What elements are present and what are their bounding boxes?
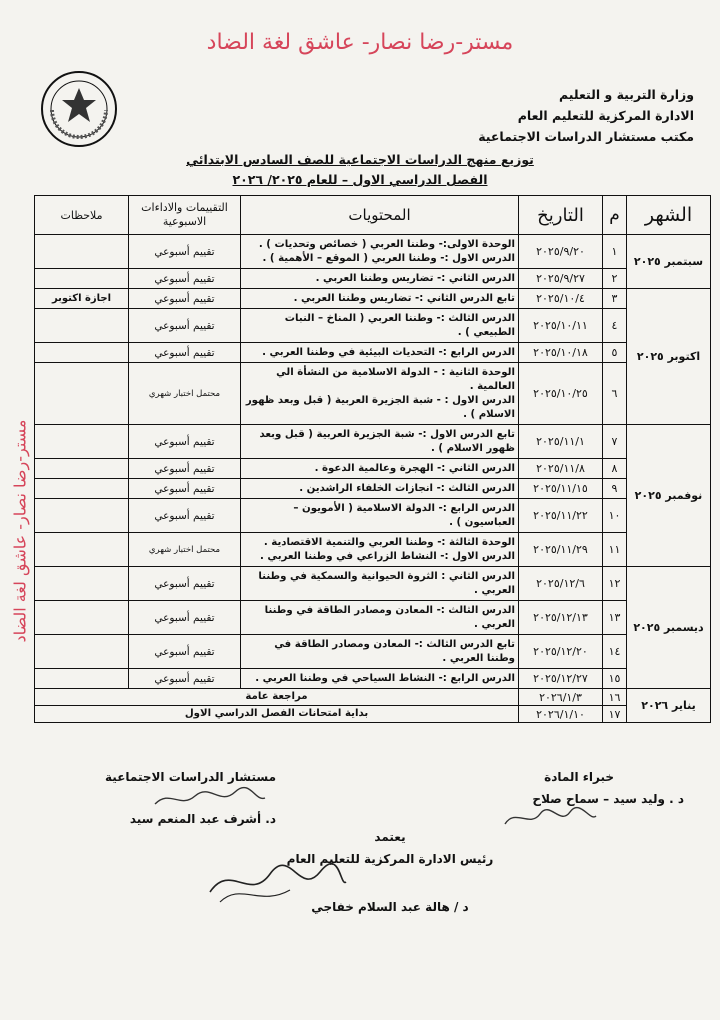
lesson-content: الدرس الرابع :- التحديات البيئية في وطننا العربي . bbox=[241, 343, 519, 363]
table-row bbox=[35, 309, 711, 343]
lesson-date: ٢٠٢٥/٩/٢٠ bbox=[519, 235, 603, 269]
lesson-number: ٩ bbox=[603, 479, 627, 499]
weekly-evaluation: تقييم أسبوعي bbox=[129, 669, 241, 689]
lesson-date: ٢٠٢٥/٩/٢٧ bbox=[519, 269, 603, 289]
lesson-date: ٢٠٢٥/١٠/١١ bbox=[519, 309, 603, 343]
table-row bbox=[35, 425, 711, 459]
weekly-evaluation: تقييم أسبوعي bbox=[129, 459, 241, 479]
lesson-number: ٨ bbox=[603, 459, 627, 479]
lesson-date: ٢٠٢٥/١١/٢٩ bbox=[519, 533, 603, 567]
lesson-date: ٢٠٢٥/١٠/١٨ bbox=[519, 343, 603, 363]
lesson-content: تابع الدرس الاول :- شبة الجزيرة العربية ( قبل وبعد ظهور الاسلام ) . bbox=[241, 425, 519, 459]
weekly-evaluation: محتمل اختبار شهري bbox=[129, 533, 241, 567]
watermark-side: مستر-رضا نصار- عاشق لغة الضاد bbox=[10, 419, 30, 643]
notes-cell bbox=[35, 309, 129, 343]
document-titles bbox=[180, 150, 540, 190]
lesson-date: ٢٠٢٥/١٢/٢٧ bbox=[519, 669, 603, 689]
ministry-line3: مكتب مستشار الدراسات الاجتماعية bbox=[478, 129, 694, 144]
notes-cell bbox=[35, 459, 129, 479]
table-row bbox=[35, 669, 711, 689]
lesson-number: ٧ bbox=[603, 425, 627, 459]
experts-title: خبراء المادة bbox=[544, 770, 614, 784]
notes-cell bbox=[35, 425, 129, 459]
experts-signature bbox=[500, 798, 600, 834]
ministry-logo bbox=[40, 70, 118, 148]
weekly-evaluation: تقييم أسبوعي bbox=[129, 289, 241, 309]
document-subtitle: الفصل الدراسي الاول – للعام ٢٠٢٥/ ٢٠٢٦ bbox=[232, 172, 488, 187]
ministry-header bbox=[414, 84, 694, 147]
table-row bbox=[35, 689, 711, 706]
experts-names: د . وليد سيد – سماح صلاح bbox=[532, 792, 684, 806]
lesson-content: الدرس الثاني :- تضاريس وطننا العربي . bbox=[241, 269, 519, 289]
head-title: رئيس الادارة المركزية للتعليم العام bbox=[286, 852, 494, 866]
lesson-number: ١١ bbox=[603, 533, 627, 567]
lesson-number: ١٤ bbox=[603, 635, 627, 669]
lesson-date: ٢٠٢٥/١٢/١٣ bbox=[519, 601, 603, 635]
lesson-content: مراجعة عامة bbox=[35, 689, 519, 706]
notes-cell bbox=[35, 479, 129, 499]
watermark-top: مستر-رضا نصار- عاشق لغة الضاد bbox=[206, 30, 514, 55]
lesson-content: الدرس الرابع :- الدولة الاسلامية ( الأمويون – العباسيون ) . bbox=[241, 499, 519, 533]
notes-cell: اجازة اكتوبر bbox=[35, 289, 129, 309]
table-row bbox=[35, 567, 711, 601]
lesson-date: ٢٠٢٥/١٢/٦ bbox=[519, 567, 603, 601]
month-cell: سبتمبر ٢٠٢٥ bbox=[627, 235, 711, 289]
table-row bbox=[35, 235, 711, 269]
lesson-date: ٢٠٢٦/١/١٠ bbox=[519, 706, 603, 723]
header-content: المحتويات bbox=[241, 196, 519, 235]
lesson-content: الدرس الثاني : الثروة الحيوانية والسمكية في وطننا العربي . bbox=[241, 567, 519, 601]
table-row bbox=[35, 499, 711, 533]
lesson-content: تابع الدرس الثالث :- المعادن ومصادر الطاقة في وطننا العربي . bbox=[241, 635, 519, 669]
month-cell: يناير ٢٠٢٦ bbox=[627, 689, 711, 723]
month-cell: نوفمبر ٢٠٢٥ bbox=[627, 425, 711, 567]
weekly-evaluation: تقييم أسبوعي bbox=[129, 567, 241, 601]
table-row bbox=[35, 343, 711, 363]
head-name: د / هالة عبد السلام خفاجي bbox=[311, 900, 469, 914]
notes-cell bbox=[35, 499, 129, 533]
lesson-content: بداية امتحانات الفصل الدراسي الاول bbox=[35, 706, 519, 723]
notes-cell bbox=[35, 635, 129, 669]
lesson-content: الدرس الثالث :- انجازات الخلفاء الراشدين . bbox=[241, 479, 519, 499]
lesson-content: الوحدة الثانية : - الدولة الاسلامية من النشأة الي العالمية . الدرس الاول : - شبة الجزيرة العربية ( قبل وبعد ظهور الاسلام ) . bbox=[241, 363, 519, 425]
lesson-number: ٢ bbox=[603, 269, 627, 289]
lesson-date: ٢٠٢٥/١٠/٤ bbox=[519, 289, 603, 309]
month-cell: اكتوبر ٢٠٢٥ bbox=[627, 289, 711, 425]
notes-cell bbox=[35, 669, 129, 689]
weekly-evaluation: تقييم أسبوعي bbox=[129, 269, 241, 289]
notes-cell bbox=[35, 235, 129, 269]
weekly-evaluation: تقييم أسبوعي bbox=[129, 601, 241, 635]
weekly-evaluation: تقييم أسبوعي bbox=[129, 635, 241, 669]
header-eval: التقييمات والاداءات الاسبوعية bbox=[129, 196, 241, 235]
lesson-date: ٢٠٢٥/١١/١٥ bbox=[519, 479, 603, 499]
notes-cell bbox=[35, 567, 129, 601]
header-num: م bbox=[603, 196, 627, 235]
head-signature bbox=[200, 852, 350, 912]
notes-cell bbox=[35, 363, 129, 425]
table-row bbox=[35, 289, 711, 309]
weekly-evaluation: تقييم أسبوعي bbox=[129, 309, 241, 343]
approve-label: يعتمد bbox=[374, 830, 406, 844]
table-row bbox=[35, 706, 711, 723]
lesson-date: ٢٠٢٥/١١/١ bbox=[519, 425, 603, 459]
lesson-date: ٢٠٢٥/١١/٢٢ bbox=[519, 499, 603, 533]
table-row bbox=[35, 601, 711, 635]
lesson-date: ٢٠٢٥/١١/٨ bbox=[519, 459, 603, 479]
ministry-line2: الادارة المركزية للتعليم العام bbox=[517, 108, 694, 123]
lesson-content: تابع الدرس الثاني :- تضاريس وطننا العربي . bbox=[241, 289, 519, 309]
lesson-number: ٥ bbox=[603, 343, 627, 363]
lesson-number: ٤ bbox=[603, 309, 627, 343]
lesson-content: الدرس الثالث :- وطننا العربي ( المناخ – النبات الطبيعي ) . bbox=[241, 309, 519, 343]
lesson-number: ١ bbox=[603, 235, 627, 269]
lesson-content: الدرس الثالث :- المعادن ومصادر الطاقة في وطننا العربي . bbox=[241, 601, 519, 635]
notes-cell bbox=[35, 269, 129, 289]
lesson-number: ٦ bbox=[603, 363, 627, 425]
lesson-number: ١٠ bbox=[603, 499, 627, 533]
lesson-number: ١٥ bbox=[603, 669, 627, 689]
table-row bbox=[35, 533, 711, 567]
lesson-number: ١٦ bbox=[603, 689, 627, 706]
curriculum-table bbox=[34, 195, 711, 723]
table-row bbox=[35, 459, 711, 479]
weekly-evaluation: تقييم أسبوعي bbox=[129, 479, 241, 499]
table-row bbox=[35, 269, 711, 289]
notes-cell bbox=[35, 601, 129, 635]
table-row bbox=[35, 635, 711, 669]
weekly-evaluation: محتمل اختبار شهري bbox=[129, 363, 241, 425]
lesson-number: ١٣ bbox=[603, 601, 627, 635]
lesson-date: ٢٠٢٥/١٠/٢٥ bbox=[519, 363, 603, 425]
notes-cell bbox=[35, 343, 129, 363]
lesson-content: الوحدة الثالثة :- وطننا العربي والتنمية الاقتصادية . الدرس الاول :- النشاط الزراعي في وطننا العربي . bbox=[241, 533, 519, 567]
advisor-name: د. أشرف عبد المنعم سيد bbox=[129, 812, 276, 826]
lesson-date: ٢٠٢٥/١٢/٢٠ bbox=[519, 635, 603, 669]
month-cell: ديسمبر ٢٠٢٥ bbox=[627, 567, 711, 689]
advisor-title: مستشار الدراسات الاجتماعية bbox=[105, 770, 276, 784]
weekly-evaluation: تقييم أسبوعي bbox=[129, 425, 241, 459]
lesson-content: الدرس الثاني :- الهجرة وعالمية الدعوة . bbox=[241, 459, 519, 479]
document-title: توزيع منهج الدراسات الاجتماعية للصف السادس الابتدائي bbox=[186, 152, 534, 167]
lesson-date: ٢٠٢٦/١/٣ bbox=[519, 689, 603, 706]
weekly-evaluation: تقييم أسبوعي bbox=[129, 235, 241, 269]
lesson-number: ١٧ bbox=[603, 706, 627, 723]
lesson-content: الدرس الرابع :- النشاط السياحي في وطننا العربي . bbox=[241, 669, 519, 689]
notes-cell bbox=[35, 533, 129, 567]
header-month: الشهر bbox=[627, 196, 711, 235]
weekly-evaluation: تقييم أسبوعي bbox=[129, 343, 241, 363]
weekly-evaluation: تقييم أسبوعي bbox=[129, 499, 241, 533]
lesson-number: ٣ bbox=[603, 289, 627, 309]
advisor-signature bbox=[150, 784, 270, 814]
ministry-line1: وزارة التربية و التعليم bbox=[558, 87, 694, 102]
table-row bbox=[35, 363, 711, 425]
lesson-number: ١٢ bbox=[603, 567, 627, 601]
header-date: التاريخ bbox=[519, 196, 603, 235]
table-row bbox=[35, 479, 711, 499]
lesson-content: الوحدة الاولى:- وطننا العربي ( خصائص وتحديات ) . الدرس الاول :- وطننا العربي ( الموقع – الأهمية ) . bbox=[241, 235, 519, 269]
header-notes: ملاحظات bbox=[35, 196, 129, 235]
